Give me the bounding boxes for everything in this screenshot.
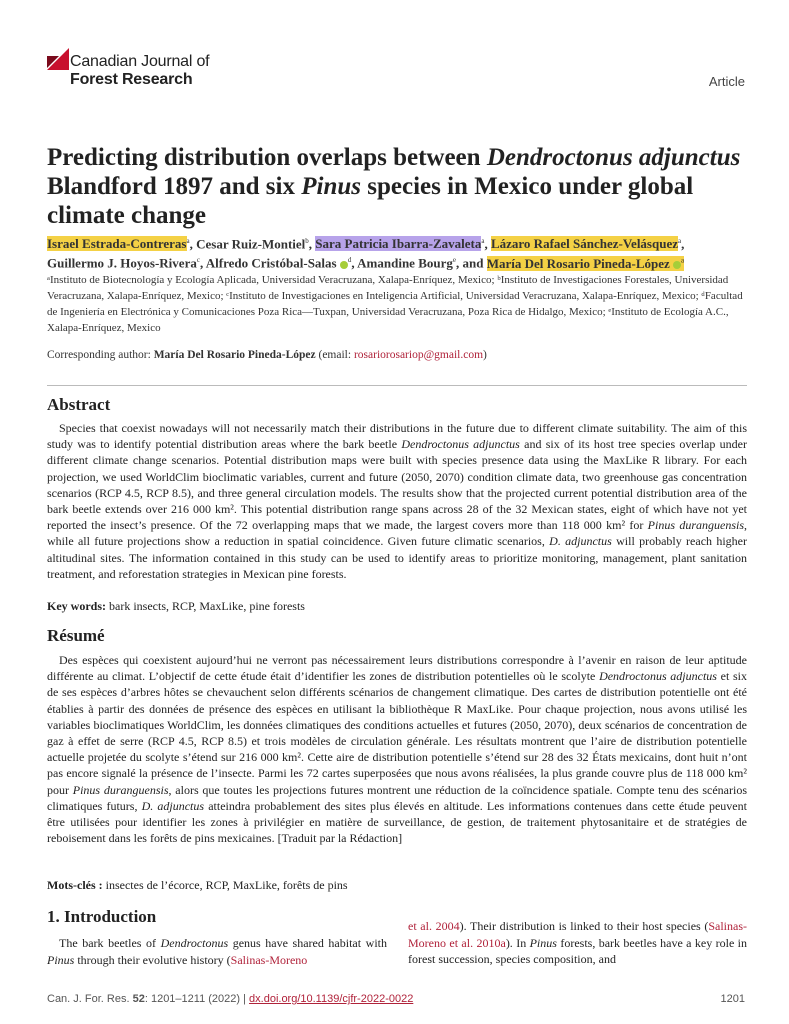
section-divider [47,385,747,386]
journal-name-line1: Canadian Journal of [70,53,210,70]
orcid-icon[interactable] [340,261,348,269]
author-name[interactable]: Israel Estrada-Contreras [47,236,187,252]
author-and: and [462,255,484,271]
author-name[interactable]: Cesar Ruiz-Montiel [196,236,306,252]
author-name[interactable]: Alfredo Cristóbal-Salas [205,255,337,271]
corresponding-author: Corresponding author: María Del Rosario Pineda-López (email: rosariorosariop@gmail.com) [47,349,487,361]
citation-link[interactable]: et al. 2004 [408,919,460,933]
footer-citation: Can. J. For. Res. 52: 1201–1211 (2022) | dx.doi.org/10.1139/cjfr-2022-0022 [47,993,414,1005]
author-name[interactable]: María Del Rosario Pineda-López $^a$ [486,255,685,271]
orcid-icon[interactable] [673,261,681,269]
author-name[interactable]: Guillermo J. Hoyos-Rivera [47,255,197,271]
journal-logo-icon [47,48,69,70]
abstract-text: Species that coexist nowadays will not necessarily match their distributions in the future due to different climate suitability. The aim of this study was to identify potential distribution areas where the bark beetle Dendroctonus adjunctus and six of its host tree species overlap under different climate change scenarios. Potential distribution maps were built with species presence data using the MaxLike R library. For each projection, we used WorldClim bioclimatic variables, current and future (2050, 2070) condition climate data, two greenhouse gas concentration scenarios (RCP 4.5, RCP 8.5), and three general circulation models. The results show that the projected current potential distribution area of the bark beetle extends over 216 000 km². This potential distribution range spans across 28 of the 32 Mexican states, eight of which have not yet reported the insect’s presence. Of the 72 overlapping maps that we made, the largest covers more than 118 000 km² for Pinus duranguensis, while all future projections show a reduction in spatial coincidence. Given future climatic scenarios, D. adjunctus will probably reach higher altitudinal sites. The information contained in this study can be used to identify areas to prioritize monitoring, management, plant sanitation treatment, and reforestation strategies in Mexican pine forests. [47,421,747,581]
keywords: Key words: bark insects, RCP, MaxLike, pine forests [47,599,305,613]
introduction-heading: 1. Introduction [47,907,157,926]
journal-name-line2: Forest Research [70,71,193,88]
page-number: 1201 [720,993,745,1005]
affiliations: ᵃInstituto de Biotecnología y Ecología Aplicada, Universidad Veracruzana, Xalapa-Enríquez, Mexico; ᵇInstituto de Investigaciones Forestales, Universidad Veracruzana, Xalapa-Enríquez, Mexico; ᶜInstituto de Investigaciones en Inteligencia Artificial, Universidad Veracruzana, Xalapa-Enríquez, Mexico; ᵈFacultad de Ingeniería en Electrónica y Comunicaciones Poza Rica—Tuxpan, Universidad Veracruzana, Poza Rica de Hidalgo, Mexico; ᵉInstituto de Ecología A.C., Xalapa-Enríquez, Mexico [47,274,743,334]
intro-right-column: et al. 2004). Their distribution is linked to their host species (Salinas-Moreno et al. 2010a). In Pinus forests, bark beetles have a key role in forest succession, species composition, and [408,919,748,966]
citation-link[interactable]: Salinas-Moreno et al. 2010a [408,919,748,950]
article-type-label: Article [708,74,745,89]
mots-cles: Mots-clés : insectes de l’écorce, RCP, MaxLike, forêts de pins [47,878,348,892]
author-name[interactable]: Amandine Bourg [357,255,453,271]
resume-heading: Résumé [47,626,105,645]
intro-left-column: The bark beetles of Dendroctonus genus have shared habitat with Pinus through their evolutive history (Salinas-Moreno [47,936,387,967]
abstract-heading: Abstract [47,395,111,414]
email-link[interactable]: rosariorosariop@gmail.com [353,349,484,361]
author-name[interactable]: Lázaro Rafael Sánchez-Velásquez [490,236,678,252]
author-list: Israel Estrada-Contreras$^a$, Cesar Ruiz-Montiel$^b$, Sara Patricia Ibarra-Zavaleta$^a$, Lázaro Rafael Sánchez-Velásquez$^a$, Guillermo J. Hoyos-Rivera$^c$, Alfredo Cristóbal-Salas $^d$, Amandine Bourg$^e$, and María Del Rosario Pineda-López $^a$ [47,236,685,271]
author-name[interactable]: Sara Patricia Ibarra-Zavaleta [315,236,482,252]
doi-link[interactable]: dx.doi.org/10.1139/cjfr-2022-0022 [249,993,414,1005]
citation-link[interactable]: Salinas-Moreno [230,952,308,967]
paper-title: Predicting distribution overlaps between Dendroctonus adjunctus Blandford 1897 and six Pinus species in Mexico under global climate change [47,144,741,229]
resume-text: Des espèces qui coexistent aujourd’hui ne verront pas nécessairement leurs distributions correspondre à l’avenir en raison de leur aptitude différente au climat. L’objectif de cette étude était d’identifier les zones de distribution potentielles où le scolyte Dendroctonus adjunctus et six de ses espèces d’arbres hôtes se chevauchent selon différents scénarios de changement climatique. Des cartes de distribution potentielle ont été établies à partir des données de présence des espèces en utilisant la bibliothèque R MaxLike. Pour chaque projection, nous avons utilisé les variables bioclimatiques WorldClim, les données climatiques des conditions actuelles et futures (2050, 2070), deux scénarios de concentration de gaz à effet de serre (RCP 4.5, RCP 8.5) et trois modèles de circulation générale. Les résultats montrent que l’aire de distribution potentielle actuelle projetée du scolyte s’étend sur 216 000 km². Cette aire de distribution potentielle s’étend sur 28 des 32 États mexicains, dont huit n’ont pas encore signalé la présence de l’insecte. Parmi les 72 cartes superposées que nous avons réalisées, la plus grande couvre plus de 118 000 km² pour Pinus duranguensis, alors que toutes les projections futures montrent une réduction de la coïncidence spatiale. Compte tenu des scénarios climatiques futurs, D. adjunctus atteindra probablement des sites plus élevés en altitude. Les informations contenues dans cette étude peuvent être utilisées pour identifier les zones à privilégier en matière de surveillance, de gestion, de traitement phytosanitaire et de stratégies de reboisement dans les forêts de pins mexicaines. [Traduit par la Rédaction] [47,653,748,846]
